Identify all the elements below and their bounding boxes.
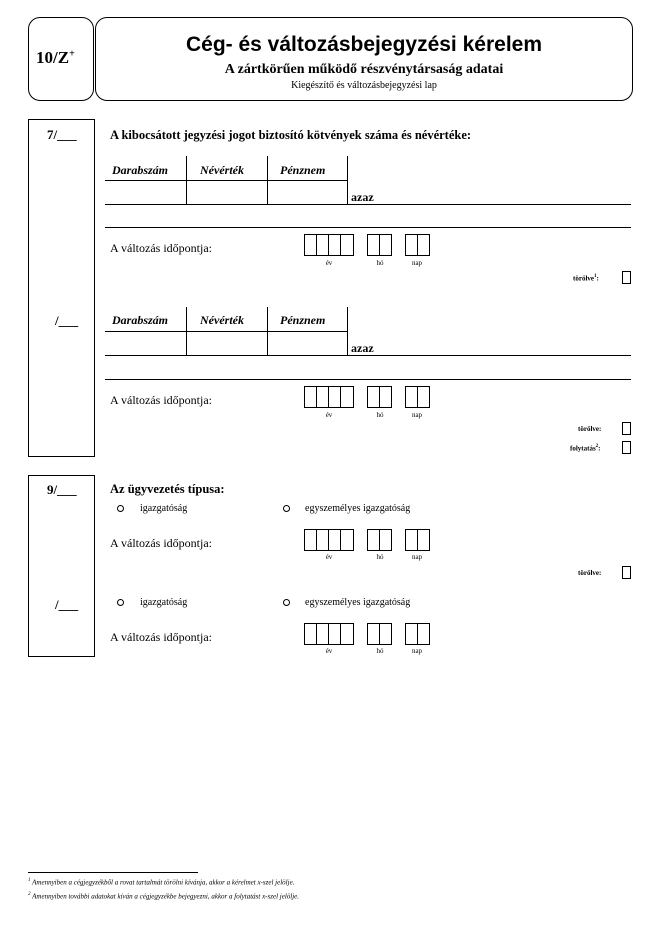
col-penznem-header: Pénznem [280, 163, 326, 177]
month-cell[interactable] [379, 234, 392, 256]
igazgatosag-radio[interactable] [117, 599, 124, 606]
footnote-ref: 1 [594, 274, 597, 279]
amount-words-field[interactable] [105, 206, 631, 226]
month-caption: hó [376, 411, 384, 419]
col-nevertek-header: Névérték [200, 163, 244, 177]
folytatas-text: folytatás [570, 444, 596, 453]
year-cell[interactable] [340, 623, 354, 645]
igazgatosag-label: igazgatóság [140, 597, 188, 608]
day-cell[interactable] [417, 234, 430, 256]
year-cell[interactable] [340, 386, 354, 408]
torolve-checkbox[interactable] [622, 566, 631, 579]
col-divider [347, 156, 348, 204]
form-code-text: 10/Z [36, 48, 70, 67]
year-caption: év [325, 647, 333, 655]
footnote-1-text: Amennyiben a cégjegyzékből a rovat tartalmát törölni kívánja, akkor a kérelmet x-szel jelölje. [32, 878, 295, 887]
amount-rule-2 [105, 227, 631, 228]
month-caption: hó [376, 647, 384, 655]
day-caption: nap [411, 647, 423, 655]
section7-entry2-number: /___ [55, 313, 79, 328]
page-subtitle: A zártkörűen működő részvénytársaság adatai [224, 62, 504, 77]
page-note: Kiegészítő és változásbejegyzési lap [291, 80, 437, 91]
col-darabszam-header: Darabszám [112, 313, 169, 327]
section9-number: 9/___ [47, 482, 77, 497]
form-code-sup: + [69, 48, 75, 60]
month-cell[interactable] [379, 386, 392, 408]
egyszemelyes-label: egyszemélyes igazgatóság [305, 503, 411, 514]
folytatas-checkbox[interactable] [622, 441, 631, 454]
section7-title: A kibocsátott jegyzési jogot biztosító kötvények száma és névértéke: [110, 128, 472, 142]
section9-title: Az ügyvezetés típusa: [110, 482, 225, 496]
section9-number-column [28, 475, 95, 657]
footnote-2 [28, 892, 299, 900]
day-caption: nap [411, 259, 423, 267]
day-caption: nap [411, 553, 423, 561]
col-nevertek-header: Névérték [200, 313, 244, 327]
nevertek-field[interactable] [187, 332, 266, 354]
section7-number-column [28, 119, 95, 457]
folytatas-label: folytatás$^2$: [570, 444, 601, 453]
footnote-separator [28, 872, 198, 873]
year-cell[interactable] [340, 234, 354, 256]
nevertek-field[interactable] [187, 181, 266, 203]
page-title: Cég- és változásbejegyzési kérelem [185, 33, 542, 56]
igazgatosag-label: igazgatóság [140, 503, 188, 514]
col-penznem-header: Pénznem [280, 313, 326, 327]
change-date-label: A változás időpontja: [110, 393, 212, 407]
footnote-1-num: 1 [28, 878, 31, 883]
amount-words-field[interactable] [105, 357, 631, 377]
section9-entry2-number: /___ [55, 597, 79, 612]
torolve-checkbox[interactable] [622, 422, 631, 435]
month-caption: hó [376, 259, 384, 267]
darabszam-field[interactable] [106, 332, 185, 354]
day-caption: nap [411, 411, 423, 419]
torolve-label: törölve: [578, 569, 602, 577]
darabszam-field[interactable] [106, 181, 185, 203]
day-cell[interactable] [417, 623, 430, 645]
amount-rule [105, 355, 631, 356]
change-date-label: A változás időpontja: [110, 536, 212, 550]
penznem-field[interactable] [268, 181, 346, 203]
change-date-label: A változás időpontja: [110, 630, 212, 644]
egyszemelyes-label: egyszemélyes igazgatóság [305, 597, 411, 608]
change-date-label: A változás időpontja: [110, 241, 212, 255]
azaz-label: azaz [351, 341, 374, 355]
month-caption: hó [376, 553, 384, 561]
day-cell[interactable] [417, 529, 430, 551]
torolve-text: törölve [573, 274, 594, 283]
torolve-label: törölve$^1$: [573, 274, 599, 283]
penznem-field[interactable] [268, 332, 346, 354]
year-caption: év [325, 553, 333, 561]
amount-rule-2 [105, 379, 631, 380]
day-cell[interactable] [417, 386, 430, 408]
footnote-1 [28, 878, 294, 886]
footnote-ref: 2 [595, 444, 599, 449]
footnote-2-num: 2 [28, 892, 31, 897]
igazgatosag-radio[interactable] [117, 505, 124, 512]
col-divider [347, 307, 348, 355]
year-caption: év [325, 411, 333, 419]
col-darabszam-header: Darabszám [112, 163, 169, 177]
amount-rule [105, 204, 631, 205]
egyszemelyes-radio[interactable] [283, 505, 290, 512]
year-caption: év [325, 259, 333, 267]
month-cell[interactable] [379, 623, 392, 645]
month-cell[interactable] [379, 529, 392, 551]
form-code [36, 48, 75, 68]
torolve-checkbox[interactable] [622, 271, 631, 284]
egyszemelyes-radio[interactable] [283, 599, 290, 606]
section7-number: 7/___ [47, 127, 77, 142]
footnote-2-text: Amennyiben további adatokat kíván a cégjegyzékbe bejegyezni, akkor a folytatást x-szel jelölje. [32, 892, 300, 901]
year-cell[interactable] [340, 529, 354, 551]
torolve-label: törölve: [578, 425, 602, 433]
azaz-label: azaz [351, 190, 374, 204]
